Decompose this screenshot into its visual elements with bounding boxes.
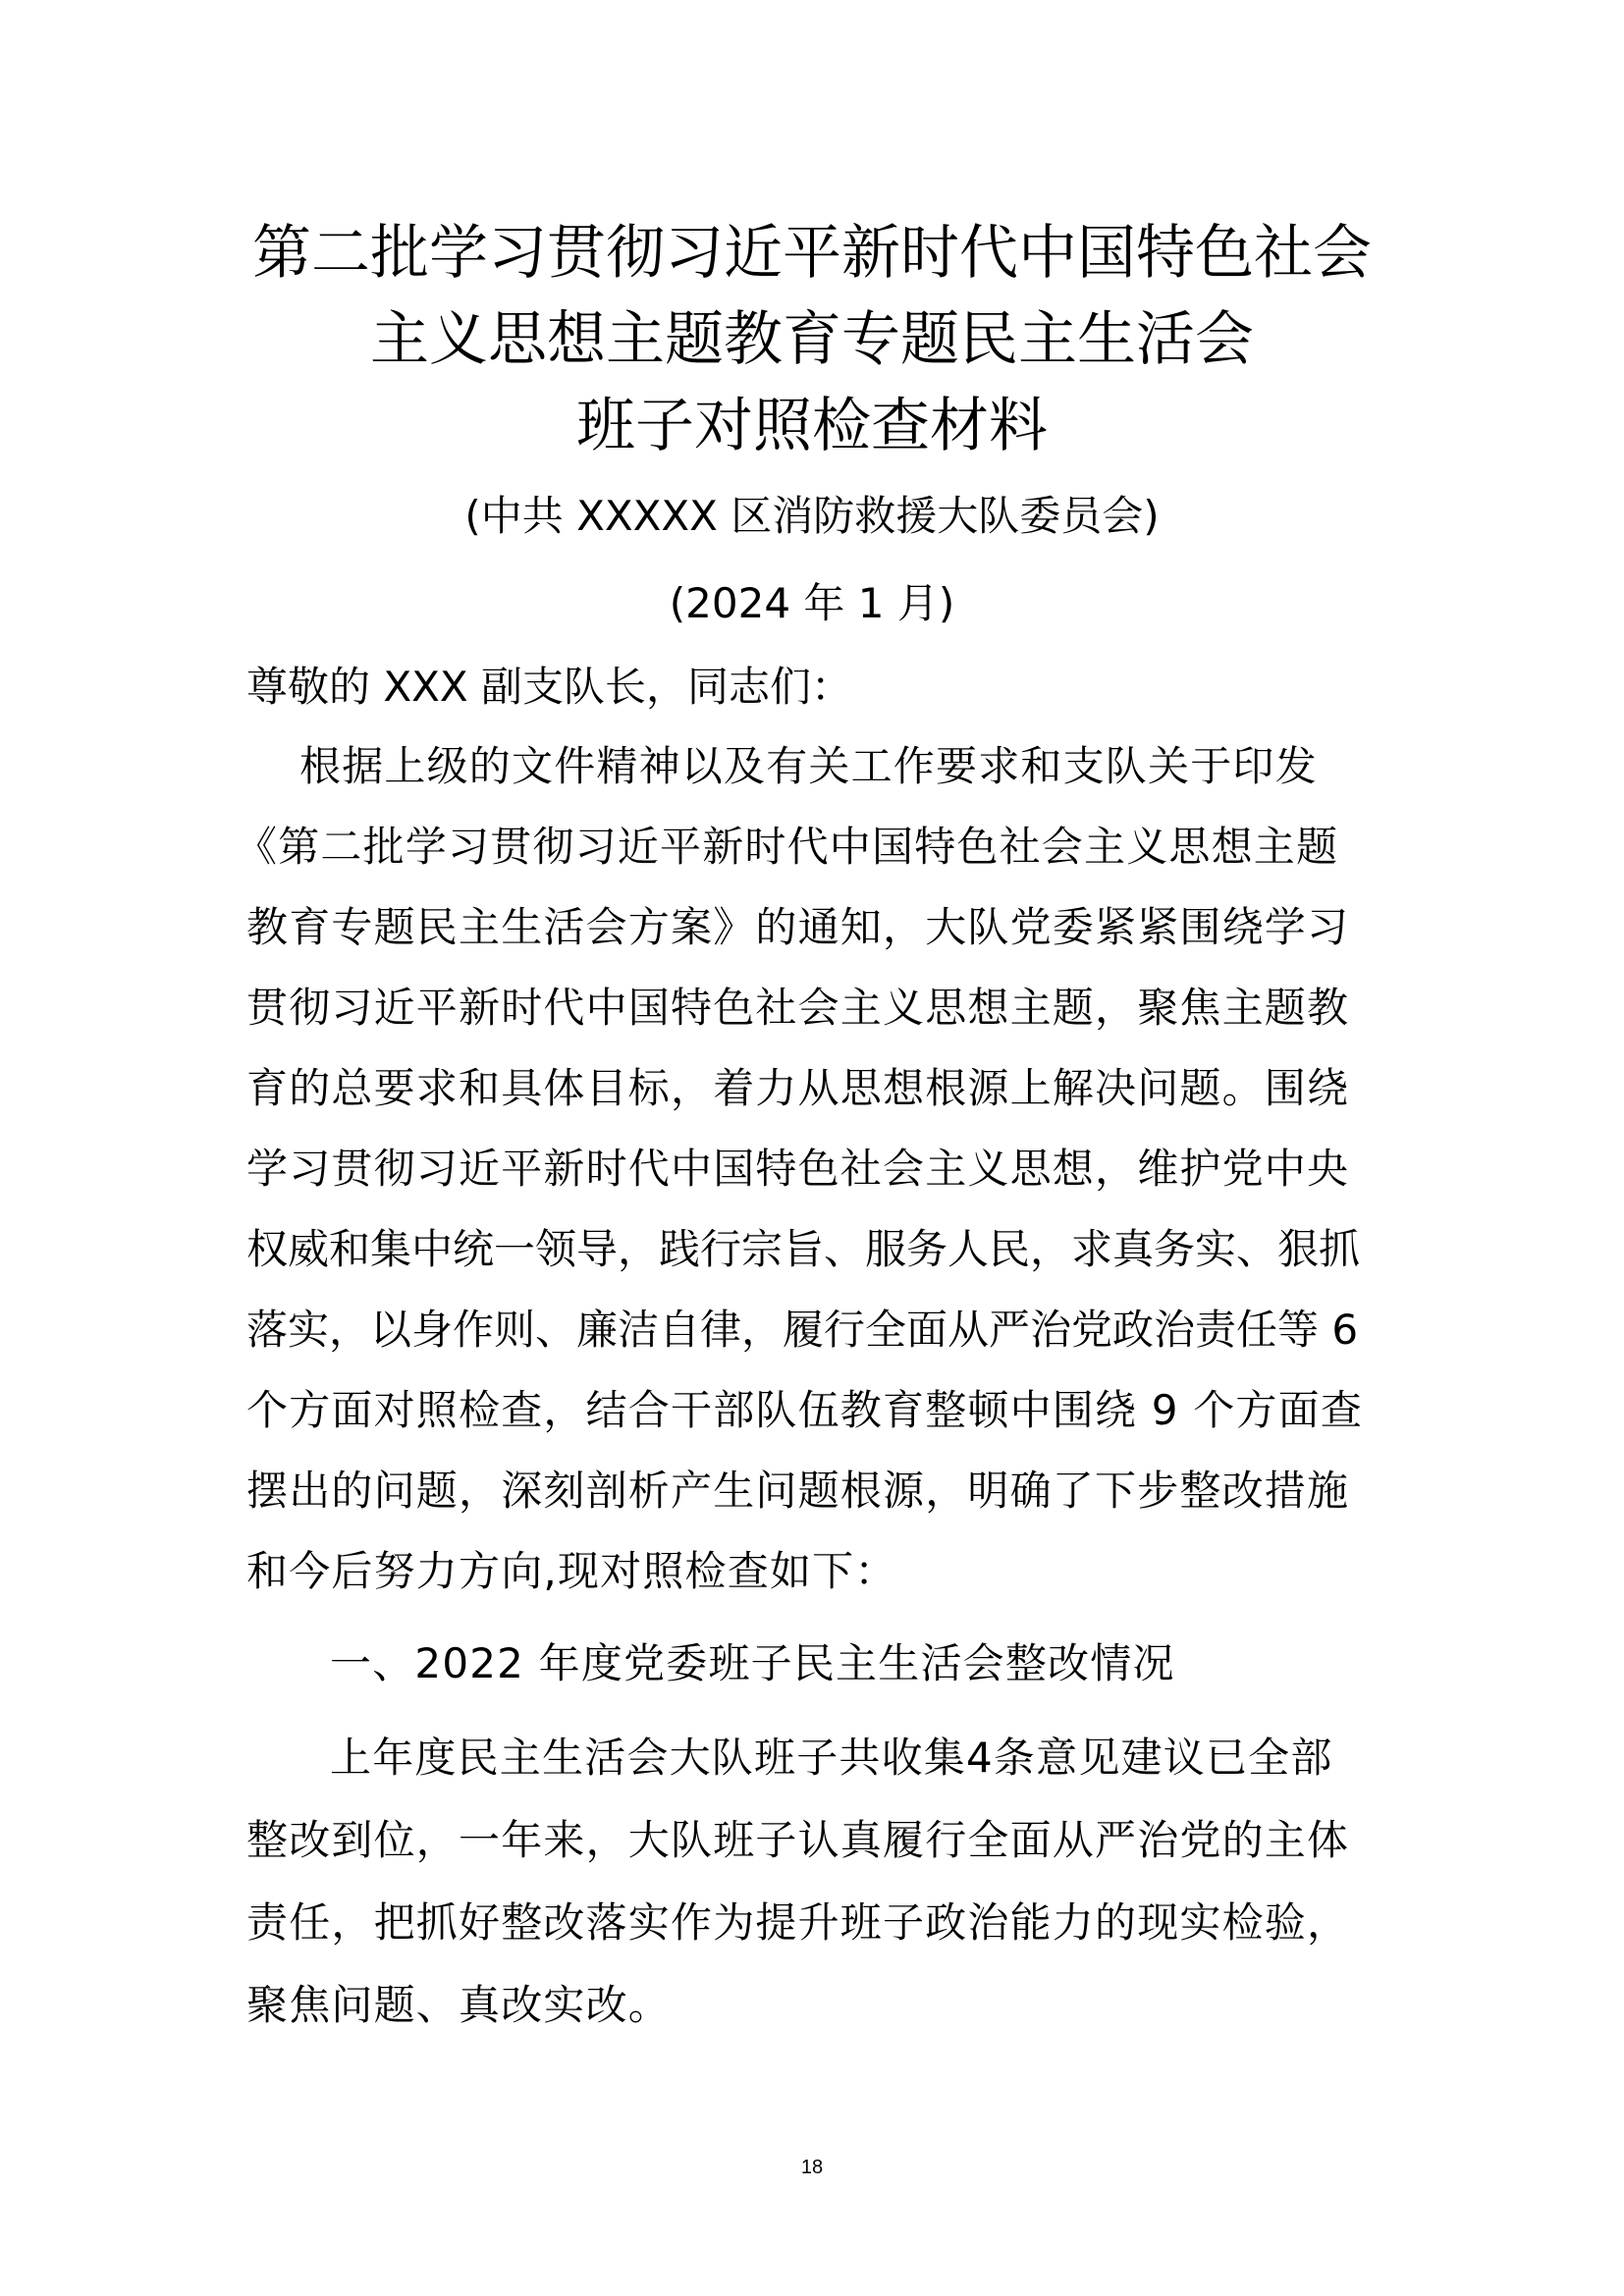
intro-paragraph-line: 育的总要求和具体目标，着力从思想根源上解决问题。围绕 xyxy=(246,1064,1350,1112)
section-paragraph-line: 聚焦问题、真改实改。 xyxy=(246,1981,672,2029)
organization-line: (中共 XXXXX 区消防救援大队委员会) xyxy=(464,492,1160,540)
date-line: (2024 年 1 月) xyxy=(669,579,955,627)
salutation: 尊敬的 XXX 副支队长，同志们： xyxy=(246,663,853,711)
intro-paragraph-line: 和今后努力方向,现对照检查如下： xyxy=(246,1547,897,1595)
title-line-1: 第二批学习贯彻习近平新时代中国特色社会 xyxy=(252,219,1372,288)
section-paragraph-line: 整改到位，一年来，大队班子认真履行全面从严治党的主体 xyxy=(246,1816,1350,1864)
section-heading: 一、2022 年度党委班子民主生活会整改情况 xyxy=(330,1639,1175,1687)
section-paragraph-line: 上年度民主生活会大队班子共收集4条意见建议已全部 xyxy=(330,1734,1333,1782)
intro-paragraph-line: 《第二批学习贯彻习近平新时代中国特色社会主义思想主题 xyxy=(236,823,1339,871)
intro-paragraph-line: 摆出的问题，深刻剖析产生问题根源，明确了下步整改措施 xyxy=(246,1467,1350,1515)
intro-paragraph-line: 落实，以身作则、廉洁自律，履行全面从严治党政治责任等 6 xyxy=(246,1306,1359,1354)
intro-paragraph-line: 贯彻习近平新时代中国特色社会主义思想主题，聚焦主题教 xyxy=(246,984,1350,1032)
intro-paragraph-line: 根据上级的文件精神以及有关工作要求和支队关于印发 xyxy=(299,742,1318,790)
intro-paragraph-line: 教育专题民主生活会方案》的通知，大队党委紧紧围绕学习 xyxy=(246,903,1350,951)
title-line-3: 班子对照检查材料 xyxy=(576,392,1048,460)
intro-paragraph-line: 个方面对照检查，结合干部队伍教育整顿中围绕 9 个方面查 xyxy=(246,1386,1364,1434)
section-paragraph-line: 责任，把抓好整改落实作为提升班子政治能力的现实检验， xyxy=(246,1898,1350,1947)
title-line-2: 主义思想主题教育专题民主生活会 xyxy=(370,305,1254,374)
page-number: 18 xyxy=(800,2157,824,2178)
intro-paragraph-line: 学习贯彻习近平新时代中国特色社会主义思想，维护党中央 xyxy=(246,1145,1350,1193)
intro-paragraph-line: 权威和集中统一领导，践行宗旨、服务人民，求真务实、狠抓 xyxy=(246,1225,1361,1273)
